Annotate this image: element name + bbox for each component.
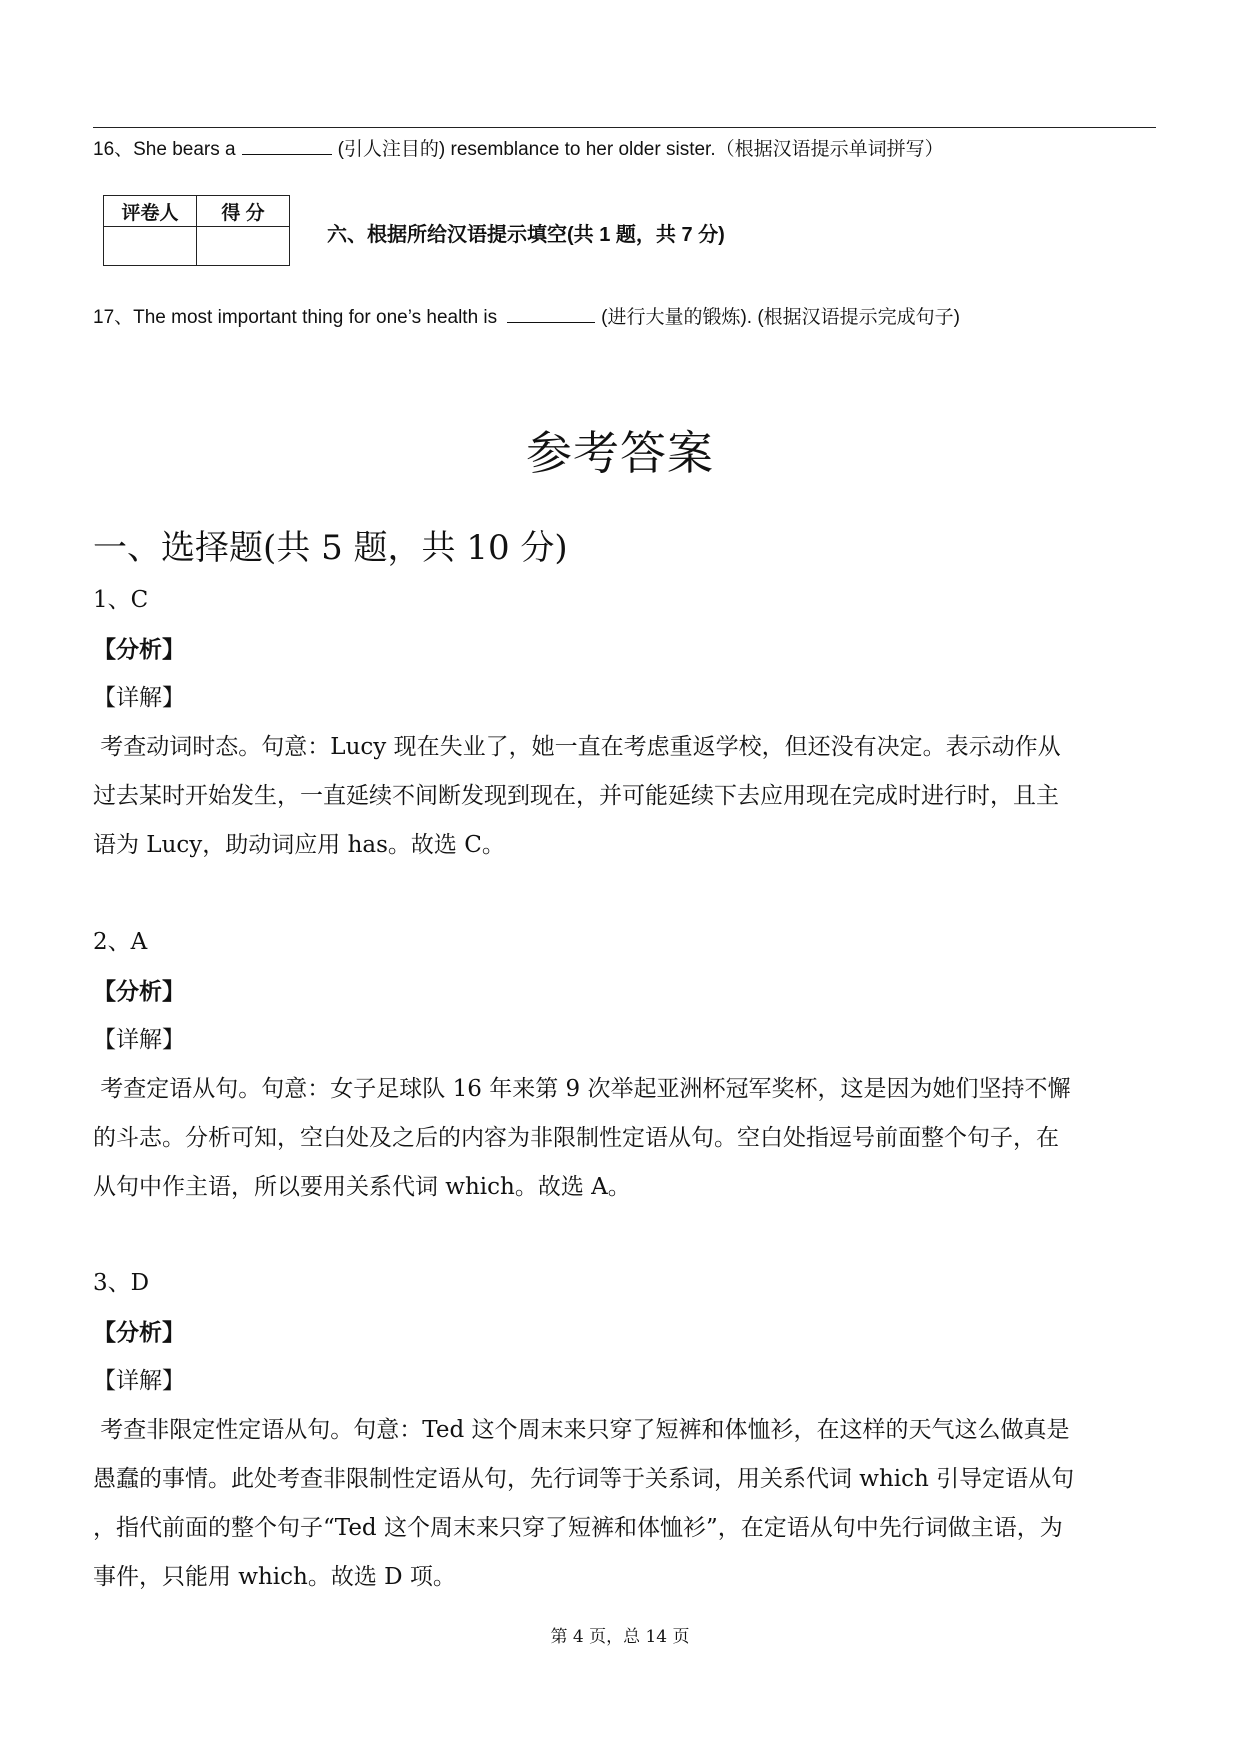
question-16 (93, 134, 944, 161)
score-table-score-cell[interactable] (197, 227, 290, 266)
score-table (103, 195, 290, 266)
detail-label: 【详解】 (93, 1027, 185, 1053)
q17-prefix: 17、The most important thing for one’s health is (93, 307, 498, 328)
q17-blank[interactable] (507, 303, 595, 323)
top-rule (93, 127, 1156, 128)
answer-number: 1、C (93, 587, 149, 613)
answer-block-1 (93, 576, 1153, 870)
explanation-line: 考查非限定性定语从句。句意：Ted 这个周末来只穿了短裤和体恤衫，在这样的天气这么做真是 (93, 1417, 1070, 1443)
section-1-title: 一、选择题(共 5 题，共 10 分) (93, 528, 568, 568)
analysis-label: 【分析】 (93, 636, 185, 663)
analysis-label: 【分析】 (93, 978, 185, 1005)
explanation (93, 1406, 1153, 1602)
answer-block-2 (93, 918, 1153, 1212)
section-6-title: 六、根据所给汉语提示填空(共 1 题，共 7 分) (327, 224, 725, 246)
q17-suffix: (进行大量的锻炼). (根据汉语提示完成句子) (601, 307, 961, 328)
answer-block-3 (93, 1259, 1153, 1602)
explanation-line: 考查动词时态。句意：Lucy 现在失业了，她一直在考虑重返学校，但还没有决定。表示动作从 (93, 734, 1061, 760)
q16-suffix: (引人注目的) resemblance to her older sister.（根据汉语提示单词拼写） (337, 139, 944, 160)
explanation-line: 过去某时开始发生，一直延续不间断发现到现在，并可能延续下去应用现在完成时进行时，且主 (93, 783, 1059, 809)
detail-label: 【详解】 (93, 1368, 185, 1394)
score-table-grader-cell[interactable] (104, 227, 197, 266)
explanation-line: ，指代前面的整个句子“Ted 这个周末来只穿了短裤和体恤衫”，在定语从句中先行词做主语，为 (93, 1515, 1063, 1541)
explanation-line: 语为 Lucy，助动词应用 has。故选 C。 (93, 832, 505, 858)
question-17 (93, 302, 960, 329)
explanation-line: 愚蠢的事情。此处考查非限制性定语从句，先行词等于关系词，用关系代词 which 引导定语从句 (93, 1466, 1075, 1492)
explanation (93, 1065, 1153, 1212)
q16-prefix: 16、She bears a (93, 139, 236, 160)
explanation-line: 从句中作主语，所以要用关系代词 which。故选 A。 (93, 1174, 631, 1200)
score-table-grader-header: 评卷人 (104, 196, 197, 227)
explanation-line: 考查定语从句。句意：女子足球队 16 年来第 9 次举起亚洲杯冠军奖杯，这是因为她们坚持不懈 (93, 1076, 1071, 1102)
explanation-line: 事件，只能用 which。故选 D 项。 (93, 1564, 456, 1590)
score-table-score-header: 得 分 (197, 196, 290, 227)
page-footer: 第 4 页，总 14 页 (550, 1627, 690, 1647)
answer-title: 参考答案 (526, 426, 714, 480)
q16-blank[interactable] (242, 135, 332, 155)
answer-number: 3、D (93, 1270, 150, 1296)
analysis-label: 【分析】 (93, 1319, 185, 1346)
explanation-line: 的斗志。分析可知，空白处及之后的内容为非限制性定语从句。空白处指逗号前面整个句子，在 (93, 1125, 1059, 1151)
answer-number: 2、A (93, 929, 148, 955)
detail-label: 【详解】 (93, 685, 185, 711)
explanation (93, 723, 1153, 870)
